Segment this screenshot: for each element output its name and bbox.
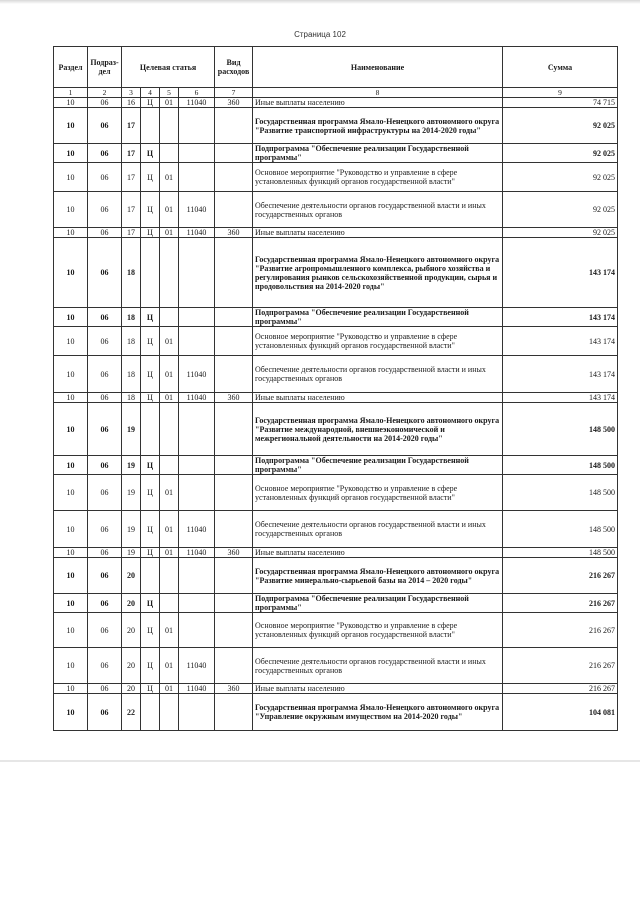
cell-direction xyxy=(179,613,215,648)
cell-direction xyxy=(179,144,215,163)
cell-program: 17 xyxy=(122,108,141,144)
cell-event xyxy=(160,558,179,594)
cell-subprogram: Ц xyxy=(141,356,160,393)
cell-expense-type xyxy=(215,694,253,731)
cell-podrazdel: 06 xyxy=(88,238,122,308)
cell-razdel: 10 xyxy=(54,308,88,327)
cell-expense-type xyxy=(215,648,253,684)
column-number: 4 xyxy=(141,88,160,98)
cell-sum: 148 500 xyxy=(503,511,618,548)
cell-event: 01 xyxy=(160,163,179,192)
cell-subprogram: Ц xyxy=(141,308,160,327)
table-row xyxy=(54,403,618,456)
cell-name: Иные выплаты населению xyxy=(253,393,503,403)
cell-expense-type xyxy=(215,356,253,393)
cell-program: 19 xyxy=(122,456,141,475)
cell-name: Иные выплаты населению xyxy=(253,684,503,694)
cell-subprogram: Ц xyxy=(141,548,160,558)
cell-name: Обеспечение деятельности органов государственной власти и иных государственных органов xyxy=(253,511,503,548)
cell-event: 01 xyxy=(160,648,179,684)
scan-top-edge xyxy=(0,0,640,4)
cell-event xyxy=(160,144,179,163)
cell-sum: 216 267 xyxy=(503,613,618,648)
cell-razdel: 10 xyxy=(54,98,88,108)
cell-podrazdel: 06 xyxy=(88,511,122,548)
cell-event: 01 xyxy=(160,511,179,548)
cell-expense-type xyxy=(215,511,253,548)
cell-expense-type: 360 xyxy=(215,98,253,108)
column-number: 9 xyxy=(503,88,618,98)
cell-podrazdel: 06 xyxy=(88,456,122,475)
cell-name: Обеспечение деятельности органов государственной власти и иных государственных органов xyxy=(253,192,503,228)
cell-sum: 216 267 xyxy=(503,648,618,684)
cell-name: Основное мероприятие "Руководство и управление в сфере установленных функций органов государственной власти" xyxy=(253,475,503,511)
cell-sum: 104 081 xyxy=(503,694,618,731)
cell-razdel: 10 xyxy=(54,238,88,308)
cell-program: 20 xyxy=(122,684,141,694)
column-number: 8 xyxy=(253,88,503,98)
cell-event xyxy=(160,403,179,456)
cell-subprogram: Ц xyxy=(141,456,160,475)
cell-direction xyxy=(179,475,215,511)
cell-event xyxy=(160,594,179,613)
cell-razdel: 10 xyxy=(54,144,88,163)
cell-podrazdel: 06 xyxy=(88,648,122,684)
cell-podrazdel: 06 xyxy=(88,613,122,648)
cell-name: Иные выплаты населению xyxy=(253,98,503,108)
cell-name: Основное мероприятие "Руководство и управление в сфере установленных функций органов государственной власти" xyxy=(253,613,503,648)
cell-podrazdel: 06 xyxy=(88,684,122,694)
table-row xyxy=(54,308,618,327)
cell-expense-type: 360 xyxy=(215,228,253,238)
cell-razdel: 10 xyxy=(54,475,88,511)
cell-sum: 216 267 xyxy=(503,594,618,613)
cell-razdel: 10 xyxy=(54,694,88,731)
cell-event: 01 xyxy=(160,475,179,511)
cell-sum: 92 025 xyxy=(503,192,618,228)
cell-sum: 143 174 xyxy=(503,327,618,356)
cell-program: 17 xyxy=(122,144,141,163)
cell-razdel: 10 xyxy=(54,456,88,475)
cell-direction xyxy=(179,108,215,144)
cell-name: Иные выплаты населению xyxy=(253,228,503,238)
cell-sum: 92 025 xyxy=(503,228,618,238)
cell-direction: 11040 xyxy=(179,228,215,238)
table-row xyxy=(54,327,618,356)
cell-podrazdel: 06 xyxy=(88,98,122,108)
cell-event: 01 xyxy=(160,98,179,108)
cell-event xyxy=(160,456,179,475)
cell-subprogram: Ц xyxy=(141,594,160,613)
budget-table xyxy=(53,46,618,731)
cell-podrazdel: 06 xyxy=(88,308,122,327)
cell-sum: 148 500 xyxy=(503,456,618,475)
cell-sum: 92 025 xyxy=(503,108,618,144)
cell-razdel: 10 xyxy=(54,511,88,548)
cell-razdel: 10 xyxy=(54,163,88,192)
cell-subprogram: Ц xyxy=(141,163,160,192)
cell-subprogram: Ц xyxy=(141,327,160,356)
cell-sum: 143 174 xyxy=(503,238,618,308)
cell-direction xyxy=(179,403,215,456)
cell-subprogram: Ц xyxy=(141,393,160,403)
cell-subprogram: Ц xyxy=(141,648,160,684)
header-podrazdel: Подраз- дел xyxy=(88,47,122,88)
cell-program: 17 xyxy=(122,192,141,228)
column-number: 2 xyxy=(88,88,122,98)
cell-name: Государственная программа Ямало-Ненецкого автономного округа "Развитие международной, внешнеэкономической и межрегиональной деятельности на 2014-2020 годы" xyxy=(253,403,503,456)
table-row xyxy=(54,108,618,144)
header-row xyxy=(54,47,618,88)
header-target-article: Целевая статья xyxy=(122,47,215,88)
cell-subprogram xyxy=(141,108,160,144)
cell-podrazdel: 06 xyxy=(88,475,122,511)
cell-name: Государственная программа Ямало-Ненецкого автономного округа "Развитие агропромышленного комплекса, рыбного хозяйства и регулирования рынков сельскохозяйственной продукции, сырья и продовольствия на 2014-2020 годы" xyxy=(253,238,503,308)
cell-expense-type xyxy=(215,403,253,456)
header-razdel: Раздел xyxy=(54,47,88,88)
cell-podrazdel: 06 xyxy=(88,393,122,403)
table-row xyxy=(54,594,618,613)
cell-name: Государственная программа Ямало-Ненецкого автономного округа "Развитие минерально-сырьевой базы на 2014 – 2020 годы" xyxy=(253,558,503,594)
cell-expense-type xyxy=(215,456,253,475)
cell-direction xyxy=(179,558,215,594)
cell-program: 18 xyxy=(122,327,141,356)
table-row xyxy=(54,98,618,108)
cell-direction xyxy=(179,456,215,475)
cell-subprogram: Ц xyxy=(141,228,160,238)
cell-event: 01 xyxy=(160,327,179,356)
cell-program: 18 xyxy=(122,238,141,308)
cell-expense-type xyxy=(215,475,253,511)
cell-razdel: 10 xyxy=(54,613,88,648)
cell-razdel: 10 xyxy=(54,403,88,456)
header-name: Наименование xyxy=(253,47,503,88)
cell-direction: 11040 xyxy=(179,648,215,684)
cell-podrazdel: 06 xyxy=(88,108,122,144)
cell-name: Подпрограмма "Обеспечение реализации Государственной программы" xyxy=(253,594,503,613)
table-body xyxy=(54,98,618,731)
cell-name: Основное мероприятие "Руководство и управление в сфере установленных функций органов государственной власти" xyxy=(253,163,503,192)
cell-program: 18 xyxy=(122,308,141,327)
table-row xyxy=(54,456,618,475)
cell-expense-type xyxy=(215,327,253,356)
cell-name: Иные выплаты населению xyxy=(253,548,503,558)
cell-program: 20 xyxy=(122,648,141,684)
column-number: 6 xyxy=(179,88,215,98)
cell-program: 17 xyxy=(122,228,141,238)
cell-program: 18 xyxy=(122,393,141,403)
cell-program: 19 xyxy=(122,548,141,558)
cell-podrazdel: 06 xyxy=(88,403,122,456)
column-number: 1 xyxy=(54,88,88,98)
cell-expense-type xyxy=(215,108,253,144)
cell-program: 16 xyxy=(122,98,141,108)
cell-direction: 11040 xyxy=(179,192,215,228)
cell-program: 19 xyxy=(122,511,141,548)
cell-direction: 11040 xyxy=(179,98,215,108)
cell-event: 01 xyxy=(160,192,179,228)
cell-expense-type xyxy=(215,613,253,648)
cell-name: Подпрограмма "Обеспечение реализации Государственной программы" xyxy=(253,456,503,475)
cell-expense-type xyxy=(215,558,253,594)
cell-direction: 11040 xyxy=(179,548,215,558)
cell-event: 01 xyxy=(160,393,179,403)
cell-razdel: 10 xyxy=(54,356,88,393)
cell-subprogram: Ц xyxy=(141,475,160,511)
cell-sum: 143 174 xyxy=(503,356,618,393)
cell-podrazdel: 06 xyxy=(88,144,122,163)
cell-program: 17 xyxy=(122,163,141,192)
header-sum: Сумма xyxy=(503,47,618,88)
table-row xyxy=(54,684,618,694)
cell-name: Обеспечение деятельности органов государственной власти и иных государственных органов xyxy=(253,648,503,684)
cell-subprogram xyxy=(141,238,160,308)
column-number: 7 xyxy=(215,88,253,98)
cell-event: 01 xyxy=(160,684,179,694)
cell-event xyxy=(160,694,179,731)
cell-expense-type xyxy=(215,192,253,228)
cell-sum: 74 715 xyxy=(503,98,618,108)
cell-direction: 11040 xyxy=(179,684,215,694)
cell-expense-type xyxy=(215,308,253,327)
column-numbers-row xyxy=(54,88,618,98)
cell-subprogram xyxy=(141,694,160,731)
cell-podrazdel: 06 xyxy=(88,594,122,613)
cell-direction: 11040 xyxy=(179,393,215,403)
cell-razdel: 10 xyxy=(54,228,88,238)
scan-bottom-edge xyxy=(0,760,640,762)
table-row xyxy=(54,356,618,393)
cell-name: Государственная программа Ямало-Ненецкого автономного округа "Развитие транспортной инфраструктуры на 2014-2020 годы" xyxy=(253,108,503,144)
cell-razdel: 10 xyxy=(54,558,88,594)
table-row xyxy=(54,548,618,558)
cell-sum: 216 267 xyxy=(503,558,618,594)
cell-podrazdel: 06 xyxy=(88,356,122,393)
cell-direction xyxy=(179,238,215,308)
cell-program: 20 xyxy=(122,613,141,648)
cell-razdel: 10 xyxy=(54,108,88,144)
cell-expense-type: 360 xyxy=(215,548,253,558)
cell-subprogram: Ц xyxy=(141,511,160,548)
cell-sum: 92 025 xyxy=(503,144,618,163)
cell-program: 18 xyxy=(122,356,141,393)
table-row xyxy=(54,192,618,228)
cell-expense-type xyxy=(215,144,253,163)
cell-podrazdel: 06 xyxy=(88,192,122,228)
cell-event: 01 xyxy=(160,228,179,238)
cell-name: Государственная программа Ямало-Ненецкого автономного округа "Управление окружным имуществом на 2014-2020 годы" xyxy=(253,694,503,731)
cell-razdel: 10 xyxy=(54,684,88,694)
table-row xyxy=(54,393,618,403)
cell-program: 20 xyxy=(122,558,141,594)
cell-direction xyxy=(179,594,215,613)
cell-event xyxy=(160,108,179,144)
cell-razdel: 10 xyxy=(54,393,88,403)
cell-expense-type xyxy=(215,238,253,308)
cell-sum: 216 267 xyxy=(503,684,618,694)
cell-sum: 92 025 xyxy=(503,163,618,192)
table-row xyxy=(54,163,618,192)
cell-razdel: 10 xyxy=(54,192,88,228)
table-row xyxy=(54,694,618,731)
cell-event: 01 xyxy=(160,613,179,648)
cell-razdel: 10 xyxy=(54,594,88,613)
cell-sum: 143 174 xyxy=(503,393,618,403)
page-header: Страница 102 xyxy=(294,30,346,39)
column-number: 3 xyxy=(122,88,141,98)
cell-direction xyxy=(179,163,215,192)
cell-program: 20 xyxy=(122,594,141,613)
header-expense-type: Вид расходов xyxy=(215,47,253,88)
cell-direction xyxy=(179,327,215,356)
table-row xyxy=(54,613,618,648)
cell-direction xyxy=(179,308,215,327)
cell-subprogram: Ц xyxy=(141,144,160,163)
cell-name: Основное мероприятие "Руководство и управление в сфере установленных функций органов государственной власти" xyxy=(253,327,503,356)
cell-expense-type xyxy=(215,594,253,613)
table-row xyxy=(54,228,618,238)
cell-podrazdel: 06 xyxy=(88,558,122,594)
cell-subprogram: Ц xyxy=(141,684,160,694)
cell-subprogram xyxy=(141,403,160,456)
cell-program: 19 xyxy=(122,475,141,511)
cell-name: Подпрограмма "Обеспечение реализации Государственной программы" xyxy=(253,144,503,163)
cell-razdel: 10 xyxy=(54,548,88,558)
cell-event: 01 xyxy=(160,548,179,558)
column-number: 5 xyxy=(160,88,179,98)
cell-sum: 148 500 xyxy=(503,548,618,558)
cell-subprogram: Ц xyxy=(141,192,160,228)
cell-sum: 143 174 xyxy=(503,308,618,327)
cell-subprogram: Ц xyxy=(141,98,160,108)
cell-event xyxy=(160,238,179,308)
cell-name: Обеспечение деятельности органов государственной власти и иных государственных органов xyxy=(253,356,503,393)
cell-program: 22 xyxy=(122,694,141,731)
cell-podrazdel: 06 xyxy=(88,694,122,731)
cell-direction: 11040 xyxy=(179,511,215,548)
cell-expense-type: 360 xyxy=(215,393,253,403)
table-row xyxy=(54,558,618,594)
cell-direction: 11040 xyxy=(179,356,215,393)
table-row xyxy=(54,475,618,511)
cell-podrazdel: 06 xyxy=(88,163,122,192)
cell-event xyxy=(160,308,179,327)
cell-sum: 148 500 xyxy=(503,475,618,511)
table-row xyxy=(54,238,618,308)
table-row xyxy=(54,648,618,684)
table-row xyxy=(54,144,618,163)
cell-name: Подпрограмма "Обеспечение реализации Государственной программы" xyxy=(253,308,503,327)
cell-expense-type xyxy=(215,163,253,192)
cell-sum: 148 500 xyxy=(503,403,618,456)
cell-direction xyxy=(179,694,215,731)
cell-subprogram: Ц xyxy=(141,613,160,648)
cell-podrazdel: 06 xyxy=(88,548,122,558)
cell-expense-type: 360 xyxy=(215,684,253,694)
cell-subprogram xyxy=(141,558,160,594)
cell-podrazdel: 06 xyxy=(88,327,122,356)
cell-podrazdel: 06 xyxy=(88,228,122,238)
cell-program: 19 xyxy=(122,403,141,456)
cell-event: 01 xyxy=(160,356,179,393)
table-row xyxy=(54,511,618,548)
cell-razdel: 10 xyxy=(54,648,88,684)
cell-razdel: 10 xyxy=(54,327,88,356)
